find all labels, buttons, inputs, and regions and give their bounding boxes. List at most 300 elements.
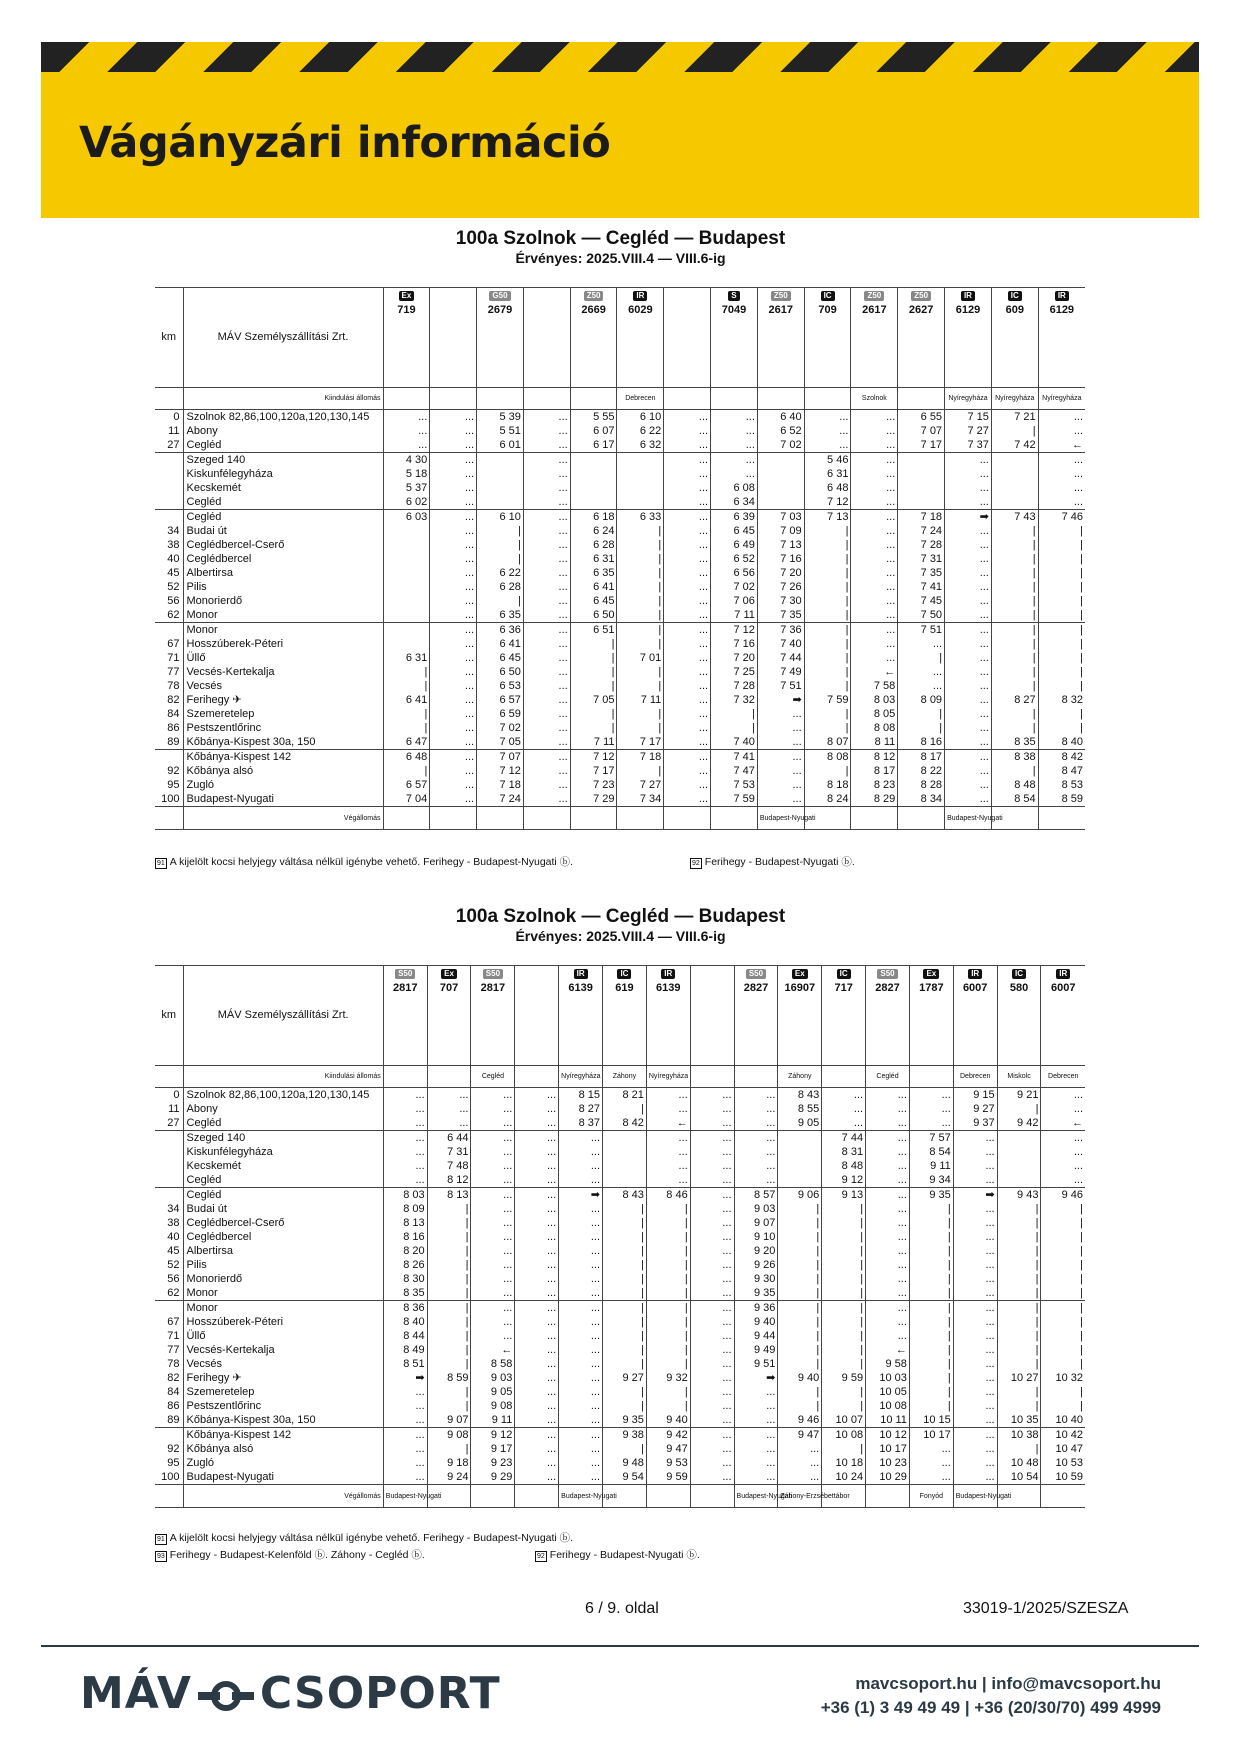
km-value: 27 — [167, 1117, 180, 1129]
time-cell: ... — [778, 1456, 822, 1470]
time-cell: 7 42 — [991, 438, 1038, 453]
station-name: Cegléd — [183, 1188, 383, 1203]
station-name: Kiskunfélegyháza — [183, 1145, 383, 1159]
time-cell: ... — [430, 424, 477, 438]
km-value: 11 — [168, 1103, 180, 1115]
table-row — [155, 651, 1085, 665]
train-origin: Debrecen — [617, 388, 664, 410]
time-cell: | — [778, 1202, 822, 1216]
time-cell: ... — [851, 637, 898, 651]
time-cell: | — [646, 1329, 690, 1343]
time-cell: ... — [427, 1116, 471, 1131]
timetable-1 — [155, 287, 1085, 830]
time-cell: 7 37 — [945, 438, 992, 453]
time-cell: ... — [690, 1202, 734, 1216]
time-cell: 6 40 — [757, 410, 804, 425]
time-cell: | — [646, 1315, 690, 1329]
time-cell: | — [427, 1202, 471, 1216]
time-cell: | — [804, 637, 851, 651]
train-header — [1038, 288, 1085, 388]
table-row — [155, 1456, 1085, 1470]
train-number: 2679 — [487, 304, 513, 316]
time-cell: 7 41 — [711, 750, 758, 765]
time-cell — [991, 495, 1038, 510]
time-cell: ... — [515, 1286, 559, 1301]
time-cell: ... — [690, 1088, 734, 1103]
time-cell: 7 12 — [804, 495, 851, 510]
time-cell: ... — [383, 1102, 427, 1116]
destination-label: Végállomás — [183, 1485, 383, 1508]
time-cell: 9 07 — [427, 1413, 471, 1428]
time-cell: 7 18 — [617, 750, 664, 765]
time-cell: 7 23 — [570, 778, 617, 792]
time-cell — [778, 1145, 822, 1159]
time-cell: ... — [690, 1173, 734, 1188]
time-cell: 7 18 — [898, 510, 945, 525]
train-number: 6007 — [962, 982, 988, 994]
train-origin: Cegléd — [471, 1066, 515, 1088]
time-cell: 7 12 — [711, 623, 758, 638]
time-cell: 10 07 — [822, 1413, 866, 1428]
table-row — [155, 778, 1085, 792]
time-cell: ← — [1038, 438, 1085, 453]
station-name: Budapest-Nyugati — [183, 1470, 383, 1485]
time-cell: 8 37 — [559, 1116, 603, 1131]
time-cell: | — [804, 608, 851, 623]
time-cell: | — [427, 1399, 471, 1413]
train-destination — [664, 807, 711, 830]
time-cell: ... — [690, 1159, 734, 1173]
time-cell: 7 25 — [711, 665, 758, 679]
train-destination — [471, 1485, 515, 1508]
time-cell: | — [997, 1315, 1041, 1329]
train-destination — [523, 807, 570, 830]
time-cell: | — [909, 1357, 953, 1371]
train-origin: Szolnok — [851, 388, 898, 410]
km-value — [155, 495, 183, 510]
time-cell: ... — [523, 651, 570, 665]
train-header — [515, 966, 559, 1066]
table-row — [155, 538, 1085, 552]
time-cell: | — [997, 1272, 1041, 1286]
time-cell: | — [822, 1272, 866, 1286]
table-row — [155, 410, 1085, 425]
time-cell: | — [997, 1442, 1041, 1456]
time-cell: 7 44 — [822, 1131, 866, 1146]
train-header — [822, 966, 866, 1066]
time-cell: ... — [945, 524, 992, 538]
time-cell: ... — [734, 1145, 778, 1159]
train-origin — [822, 1066, 866, 1088]
km-value: 56 — [167, 1273, 180, 1285]
time-cell: 7 41 — [898, 580, 945, 594]
time-cell: ... — [711, 467, 758, 481]
footnote-93: 93 Ferihegy - Budapest-Kelenföld ⓑ. Záhony - Cegléd ⓑ. — [157, 1549, 425, 1561]
time-cell: | — [778, 1357, 822, 1371]
time-cell: ... — [430, 693, 477, 707]
time-cell: 8 31 — [822, 1145, 866, 1159]
table-row — [155, 1399, 1085, 1413]
time-cell: 8 48 — [991, 778, 1038, 792]
km-value: 40 — [167, 553, 180, 565]
train-category-badge: IR — [1055, 291, 1069, 301]
time-cell: 9 27 — [603, 1371, 647, 1385]
time-cell: ... — [430, 453, 477, 468]
time-cell: ... — [851, 566, 898, 580]
time-cell: 7 46 — [1038, 510, 1085, 525]
station-name: Cegléd — [183, 495, 383, 510]
time-cell — [570, 453, 617, 468]
time-cell: ... — [430, 750, 477, 765]
time-cell: ... — [866, 1173, 910, 1188]
time-cell: ... — [945, 721, 992, 735]
km-value: 77 — [167, 1344, 180, 1356]
time-cell: | — [778, 1258, 822, 1272]
km-value: 84 — [167, 708, 180, 720]
time-cell: 7 13 — [757, 538, 804, 552]
time-cell: | — [603, 1315, 647, 1329]
time-cell: 8 51 — [383, 1357, 427, 1371]
km-value: 67 — [167, 638, 180, 650]
time-cell: 7 21 — [991, 410, 1038, 425]
station-name: Vecsés-Kertekalja — [183, 1343, 383, 1357]
time-cell: | — [603, 1286, 647, 1301]
time-cell: 8 42 — [1038, 750, 1085, 765]
hazard-stripes — [41, 42, 1199, 72]
train-category-badge: IR — [968, 969, 982, 979]
timetable-2-heading — [0, 906, 1241, 944]
table-row — [155, 1286, 1085, 1301]
time-cell: 9 03 — [471, 1371, 515, 1385]
time-cell: ... — [430, 735, 477, 750]
train-number: 2617 — [768, 304, 794, 316]
time-cell: | — [997, 1244, 1041, 1258]
station-name: Kőbánya alsó — [183, 764, 383, 778]
time-cell: ... — [866, 1329, 910, 1343]
time-cell: | — [804, 707, 851, 721]
time-cell: ... — [515, 1188, 559, 1203]
time-cell: ... — [523, 693, 570, 707]
time-cell: ... — [383, 1442, 427, 1456]
time-cell: ... — [690, 1116, 734, 1131]
time-cell: ... — [515, 1258, 559, 1272]
train-header-row — [155, 288, 1085, 388]
contact-info — [821, 1672, 1161, 1720]
time-cell: ... — [953, 1357, 997, 1371]
departure-label: Kiindulási állomás — [183, 388, 383, 410]
table-row — [155, 1329, 1085, 1343]
time-cell: ... — [559, 1230, 603, 1244]
time-cell: ... — [953, 1145, 997, 1159]
station-name: Szeged 140 — [183, 453, 383, 468]
time-cell: ... — [778, 1442, 822, 1456]
km-value: 95 — [167, 1457, 180, 1469]
time-cell: ... — [427, 1088, 471, 1103]
time-cell: ... — [515, 1428, 559, 1443]
time-cell: 9 36 — [734, 1301, 778, 1316]
train-number: 2827 — [875, 982, 900, 994]
timetable-validity: Érvényes: 2025.VIII.4 — VIII.6-ig — [515, 250, 726, 266]
km-value: 100 — [161, 793, 180, 805]
time-cell: ... — [690, 1315, 734, 1329]
time-cell: ... — [523, 594, 570, 608]
table-row — [155, 481, 1085, 495]
train-category-badge: IR — [661, 969, 675, 979]
footer-divider — [41, 1645, 1199, 1647]
time-cell: 8 43 — [603, 1188, 647, 1203]
train-origin — [690, 1066, 734, 1088]
time-cell: ... — [909, 1442, 953, 1456]
time-cell: | — [603, 1329, 647, 1343]
time-cell: ... — [953, 1456, 997, 1470]
time-cell: ... — [430, 481, 477, 495]
train-number: 717 — [834, 982, 853, 994]
time-cell: ... — [559, 1286, 603, 1301]
time-cell: ... — [734, 1173, 778, 1188]
train-category-badge: Z50 — [584, 291, 604, 301]
time-cell: ... — [523, 438, 570, 453]
train-header — [804, 288, 851, 388]
time-cell: 5 46 — [804, 453, 851, 468]
time-cell: 9 47 — [646, 1442, 690, 1456]
time-cell: ... — [945, 453, 992, 468]
time-cell: | — [1038, 679, 1085, 693]
time-cell: | — [804, 566, 851, 580]
time-cell: ... — [515, 1315, 559, 1329]
time-cell: | — [997, 1202, 1041, 1216]
time-cell: | — [991, 608, 1038, 623]
time-cell: ... — [953, 1329, 997, 1343]
train-number: 16907 — [784, 982, 816, 994]
time-cell: 7 02 — [477, 721, 524, 735]
time-cell: ... — [471, 1173, 515, 1188]
time-cell: ... — [383, 1173, 427, 1188]
time-cell: | — [646, 1272, 690, 1286]
time-cell: 7 05 — [570, 693, 617, 707]
table-row — [155, 1413, 1085, 1428]
time-cell: ... — [945, 623, 992, 638]
time-cell: ... — [383, 1470, 427, 1485]
time-cell: 8 58 — [471, 1357, 515, 1371]
time-cell: 9 42 — [646, 1428, 690, 1443]
time-cell: 7 51 — [757, 679, 804, 693]
time-cell — [570, 467, 617, 481]
time-cell: | — [383, 665, 430, 679]
time-cell: 8 29 — [851, 792, 898, 807]
time-cell: | — [997, 1258, 1041, 1272]
time-cell: | — [991, 623, 1038, 638]
contact-web[interactable]: mavcsoport.hu | info@mavcsoport.hu — [855, 1674, 1161, 1693]
time-cell: 6 45 — [711, 524, 758, 538]
time-cell: 10 38 — [997, 1428, 1041, 1443]
time-cell: ... — [945, 707, 992, 721]
time-cell: ... — [734, 1385, 778, 1399]
time-cell: ... — [1041, 1088, 1085, 1103]
time-cell: | — [617, 524, 664, 538]
station-name: Cegléd — [183, 1116, 383, 1131]
time-cell: 9 35 — [603, 1413, 647, 1428]
time-cell: ... — [690, 1244, 734, 1258]
empty-cell — [155, 388, 183, 410]
time-cell: ... — [778, 1470, 822, 1485]
time-cell: 8 30 — [383, 1272, 427, 1286]
train-header-row — [155, 966, 1085, 1066]
time-cell: 8 16 — [383, 1230, 427, 1244]
table-row — [155, 1145, 1085, 1159]
train-origin — [515, 1066, 559, 1088]
time-cell: 8 26 — [383, 1258, 427, 1272]
time-cell: 6 50 — [570, 608, 617, 623]
time-cell: | — [603, 1202, 647, 1216]
station-name: Monorierdő — [183, 1272, 383, 1286]
train-category-badge: Ex — [923, 969, 939, 979]
train-number: 1787 — [919, 982, 944, 994]
train-destination — [690, 1485, 734, 1508]
time-cell: | — [822, 1202, 866, 1216]
table-row — [155, 750, 1085, 765]
time-cell: | — [1041, 1357, 1085, 1371]
departure-label: Kiindulási állomás — [183, 1066, 383, 1088]
time-cell: ... — [646, 1088, 690, 1103]
departure-station-row — [155, 1066, 1085, 1088]
time-cell: 9 20 — [734, 1244, 778, 1258]
time-cell: 9 40 — [646, 1413, 690, 1428]
time-cell: ... — [690, 1329, 734, 1343]
time-cell: 10 48 — [997, 1456, 1041, 1470]
train-category-badge: S50 — [483, 969, 503, 979]
time-cell: | — [997, 1357, 1041, 1371]
empty-cell — [155, 807, 183, 830]
time-cell: 6 56 — [711, 566, 758, 580]
time-cell: ... — [664, 665, 711, 679]
train-origin: Debrecen — [1041, 1066, 1085, 1088]
time-cell: ... — [953, 1244, 997, 1258]
time-cell: ... — [953, 1442, 997, 1456]
time-cell: ... — [664, 721, 711, 735]
time-cell: 8 36 — [383, 1301, 427, 1316]
time-cell: ... — [664, 566, 711, 580]
time-cell: ... — [690, 1385, 734, 1399]
time-cell: | — [822, 1442, 866, 1456]
table-row — [155, 623, 1085, 638]
time-cell: ... — [383, 1116, 427, 1131]
time-cell: 7 32 — [711, 693, 758, 707]
time-cell: ... — [471, 1202, 515, 1216]
time-cell: | — [603, 1385, 647, 1399]
time-cell: 6 36 — [477, 623, 524, 638]
time-cell: ... — [515, 1399, 559, 1413]
time-cell: | — [778, 1399, 822, 1413]
time-cell: | — [778, 1216, 822, 1230]
time-cell: | — [909, 1230, 953, 1244]
table-row — [155, 608, 1085, 623]
time-cell: ... — [690, 1442, 734, 1456]
time-cell — [991, 453, 1038, 468]
time-cell: 10 32 — [1041, 1371, 1085, 1385]
station-name: Szeged 140 — [183, 1131, 383, 1146]
time-cell: ... — [559, 1258, 603, 1272]
station-name: Budapest-Nyugati — [183, 792, 383, 807]
time-cell: ➡ — [383, 1371, 427, 1385]
time-cell: 6 55 — [898, 410, 945, 425]
train-destination — [646, 1485, 690, 1508]
station-name: Szemeretelep — [183, 1385, 383, 1399]
time-cell: | — [570, 679, 617, 693]
time-cell: ... — [945, 778, 992, 792]
time-cell: | — [1038, 594, 1085, 608]
time-cell: ... — [383, 1399, 427, 1413]
time-cell: | — [898, 721, 945, 735]
time-cell: ... — [646, 1159, 690, 1173]
train-origin — [757, 388, 804, 410]
station-name: Vecsés-Kertekalja — [183, 665, 383, 679]
time-cell: 9 05 — [778, 1116, 822, 1131]
time-cell: ... — [515, 1159, 559, 1173]
time-cell: | — [1041, 1329, 1085, 1343]
contact-phone[interactable]: +36 (1) 3 49 49 49 | +36 (20/30/70) 499 4999 — [820, 1698, 1161, 1717]
time-cell: ... — [515, 1301, 559, 1316]
train-destination: Budapest-Nyugati — [945, 807, 992, 830]
time-cell: ... — [664, 778, 711, 792]
time-cell: 7 13 — [804, 510, 851, 525]
time-cell: ... — [851, 524, 898, 538]
time-cell: ... — [523, 637, 570, 651]
time-cell: | — [1041, 1343, 1085, 1357]
time-cell: ... — [664, 750, 711, 765]
time-cell: ... — [471, 1258, 515, 1272]
time-cell: 8 48 — [822, 1159, 866, 1173]
time-cell: ➡ — [734, 1371, 778, 1385]
time-cell: ... — [690, 1230, 734, 1244]
train-category-badge: IR — [574, 969, 588, 979]
time-cell: ... — [851, 552, 898, 566]
time-cell — [991, 467, 1038, 481]
km-value: 45 — [167, 567, 180, 579]
time-cell: ... — [523, 510, 570, 525]
time-cell: ... — [664, 424, 711, 438]
time-cell: 6 48 — [804, 481, 851, 495]
time-cell: | — [477, 524, 524, 538]
footnote-91: 91 A kijelölt kocsi helyjegy váltása nélkül igénybe vehető. Ferihegy - Budapest-Nyugati ⓑ. — [157, 856, 574, 868]
train-category-badge: Ex — [792, 969, 808, 979]
time-cell: ... — [953, 1258, 997, 1272]
time-cell: ➡ — [945, 510, 992, 525]
time-cell: | — [603, 1102, 647, 1116]
time-cell: ... — [909, 1456, 953, 1470]
time-cell — [477, 453, 524, 468]
time-cell: | — [898, 651, 945, 665]
time-cell: | — [804, 679, 851, 693]
table-row — [155, 679, 1085, 693]
time-cell: ... — [953, 1399, 997, 1413]
table-row — [155, 438, 1085, 453]
train-header — [1041, 966, 1085, 1066]
train-destination — [477, 807, 524, 830]
time-cell: | — [1041, 1258, 1085, 1272]
time-cell: 7 57 — [909, 1131, 953, 1146]
time-cell: 9 47 — [778, 1428, 822, 1443]
station-name: Monorierdő — [183, 594, 383, 608]
station-name: Vecsés — [183, 679, 383, 693]
time-cell: | — [778, 1329, 822, 1343]
time-cell: ... — [822, 1116, 866, 1131]
time-cell: | — [1038, 651, 1085, 665]
time-cell: 6 18 — [570, 510, 617, 525]
train-origin — [570, 388, 617, 410]
time-cell: 6 47 — [383, 735, 430, 750]
time-cell: 6 52 — [757, 424, 804, 438]
time-cell: ... — [515, 1102, 559, 1116]
